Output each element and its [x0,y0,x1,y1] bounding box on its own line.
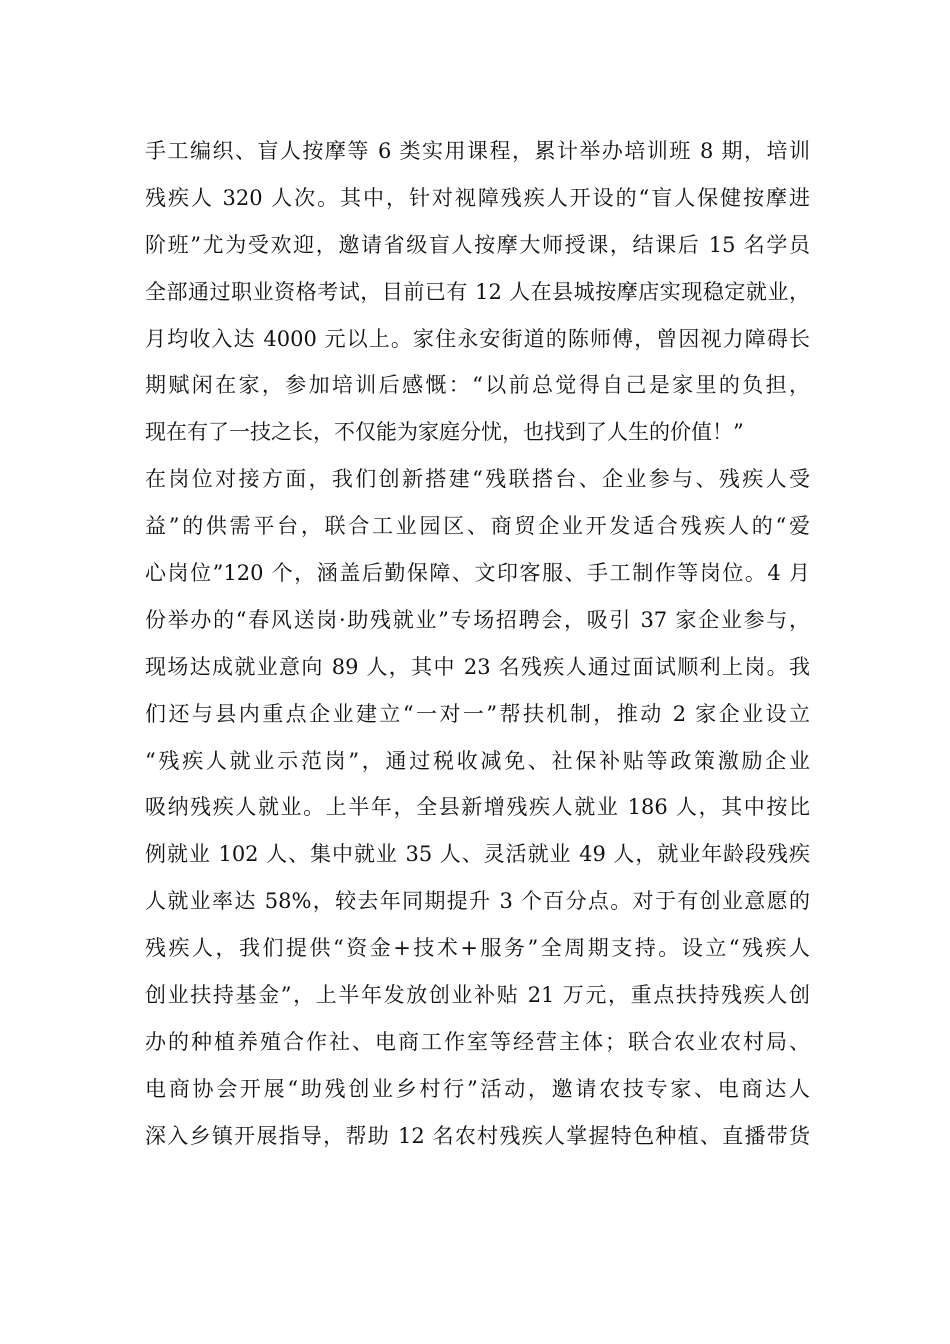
text-line: 办的种植养殖合作社、电商工作室等经营主体；联合农业农村局、 [145,1029,810,1054]
text-line: 深入乡镇开展指导，帮助 12 名农村残疾人掌握特色种植、直播带货 [145,1123,810,1148]
text-line: 在岗位对接方面，我们创新搭建“残联搭台、企业参与、残疾人受 [145,467,810,492]
text-line: “残疾人就业示范岗”，通过税收减免、社保补贴等政策激励企业 [145,748,810,773]
text-line: 手工编织、盲人按摩等 6 类实用课程，累计举办培训班 8 期，培训 [145,139,810,163]
text-line: 益”的供需平台，联合工业园区、商贸企业开发适合残疾人的“爱 [145,514,810,539]
text-line: 现场达成就业意向 89 人，其中 23 名残疾人通过面试顺利上岗。我 [145,654,810,679]
text-line: 残疾人 320 人次。其中，针对视障残疾人开设的“盲人保健按摩进 [145,185,810,210]
text-line: 们还与县内重点企业建立“一对一”帮扶机制，推动 2 家企业设立 [145,701,810,726]
body-text [145,128,810,1160]
text-line: 电商协会开展“助残创业乡村行”活动，邀请农技专家、电商达人 [145,1076,810,1101]
text-line: 份举办的“春风送岗·助残就业”专场招聘会，吸引 37 家企业参与， [145,607,810,632]
text-line: 人就业率达 58%，较去年同期提升 3 个百分点。对于有创业意愿的 [145,889,810,914]
text-line: 现在有了一技之长，不仅能为家庭分忧，也找到了人生的价值！” [145,420,744,445]
text-line: 创业扶持基金”，上半年发放创业补贴 21 万元，重点扶持残疾人创 [145,983,810,1008]
text-line: 期赋闲在家，参加培训后感慨：“以前总觉得自己是家里的负担， [145,373,810,398]
text-line: 阶班”尤为受欢迎，邀请省级盲人按摩大师授课，结课后 15 名学员 [145,232,810,257]
text-line: 心岗位”120 个，涵盖后勤保障、文印客服、手工制作等岗位。4 月 [145,561,810,586]
text-line: 残疾人，我们提供“资金+技术+服务”全周期支持。设立“残疾人 [145,936,810,961]
text-line: 吸纳残疾人就业。上半年，全县新增残疾人就业 186 人，其中按比 [145,795,810,820]
text-line: 全部通过职业资格考试，目前已有 12 人在县城按摩店实现稳定就业， [145,279,810,304]
text-line: 例就业 102 人、集中就业 35 人、灵活就业 49 人，就业年龄段残疾 [145,842,810,867]
text-line: 月均收入达 4000 元以上。家住永安街道的陈师傅，曾因视力障碍长 [145,326,810,351]
